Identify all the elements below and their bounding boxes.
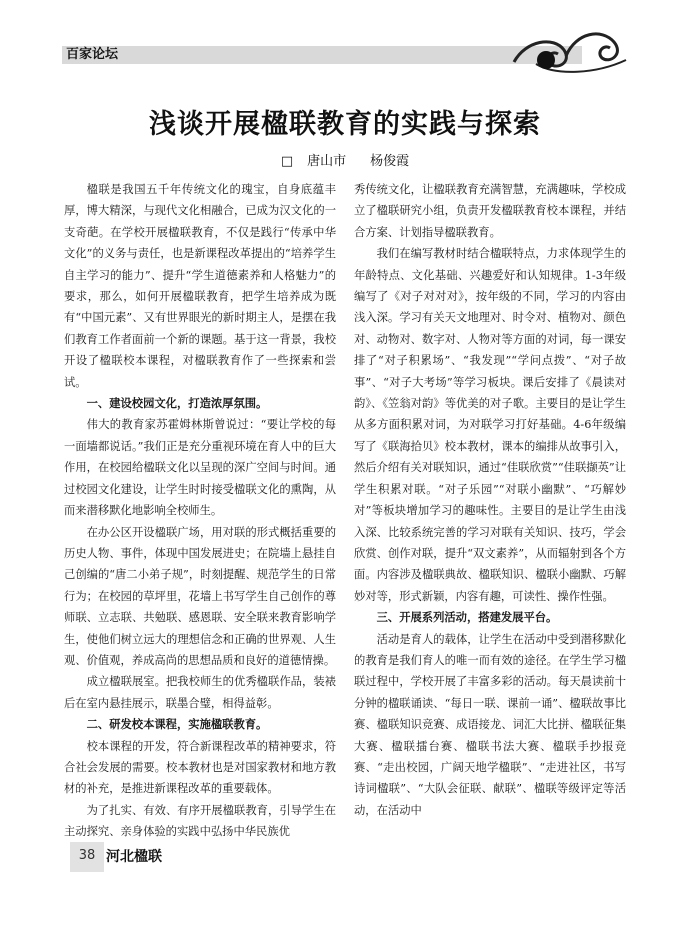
paragraph: 楹联是我国五千年传统文化的瑰宝，自身底蕴丰厚，博大精深，与现代文化相融合，已成为汉文化的一支奇葩。在学校开展楹联教育，不仅是践行“传承中华文化”的义务与责任，也是新课程改革提出的“培养学生自主学习的能力”、提升“学生道德素养和人格魅力”的要求，那么，如何开展楹联教育，把学生培养成为既有“中国元素”、又有世界眼光的新时期主人，是摆在我们教育工作者面前一个新的课题。基于这一背景，我校开设了楹联校本课程，对楹联教育作了一些探索和尝试。 [64, 183, 336, 389]
journal-name: 河北楹联 [106, 849, 162, 865]
paragraph: 成立楹联展室。把我校师生的优秀楹联作品，装裱后在室内悬挂展示，联墨合璧，相得益彰。 [64, 675, 336, 710]
section-heading: 三、开展系列活动，搭建发展平台。 [376, 611, 558, 625]
paragraph: 为了扎实、有效、有序开展楹联教育，引导学生在主动探究、亲身体验的实践中弘扬中华民族优 [64, 803, 336, 839]
section-tag: 百家论坛 [66, 47, 119, 62]
author-marker: □ [280, 154, 294, 169]
section-heading: 二、研发校本课程，实施楹联教育。 [86, 718, 268, 732]
left-column [64, 179, 336, 843]
right-column [354, 179, 626, 821]
paragraph: 我们在编写教材时结合楹联特点，力求体现学生的年龄特点、文化基础、兴趣爱好和认知规律。1-3年级编写了《对子对对对》，按年级的不同，学习的内容由浅入深。学习有关天文地理对、时令对、植物对、颜色对、动物对、数字对、人物对等方面的对词，每一课安排了“对子积累场”、“我发现”“学问点拨”、“对子故事”、“对子大考场”等学习板块。课后安排了《晨读对韵》、《笠翁对韵》等优美的对子歌。主要目的是让学生从多方面积累对词，为对联学习打好基础。4-6年级编写了《联海拾贝》校本教材，课本的编排从故事引入，然后介绍有关对联知识，通过“佳联欣赏”“佳联撷英”让学生积累对联。“对子乐园”“对联小幽默”、“巧解妙对”等板块增加学习的趣味性。主要目的是让学生由浅入深、比较系统完善的学习对联有关知识、技巧，学会欣赏、创作对联，提升“双文素养”，从而辐射到各个方面。内容涉及楹联典故、楹联知识、楹联小幽默、巧解妙对等，形式新颖，内容有趣，可读性、操作性强。 [354, 247, 626, 603]
paragraph: 校本课程的开发，符合新课程改革的精神要求，符合社会发展的需要。校本教材也是对国家教材和地方教材的补充，是推进新课程改革的重要载体。 [64, 739, 336, 796]
author-name: 杨俊霞 [370, 154, 410, 169]
paragraph: 伟大的教育家苏霍姆林斯曾说过：“要让学校的每一面墙都说话。”我们正是充分重视环境在育人中的巨大作用，在校园给楹联文化以呈现的深广空间与时间。通过校园文化建设，让学生时时接受楹联文化的熏陶，从而来潜移默化地影响全校师生。 [64, 418, 336, 518]
section-heading: 一、建设校园文化，打造浓厚氛围。 [86, 397, 268, 411]
paragraph: 在办公区开设楹联广场，用对联的形式概括重要的历史人物、事件，体现中国发展进史；在院墙上悬挂自己创编的“唐二小弟子规”，时刻提醒、规范学生的日常行为；在校园的草坪里，花墙上书写学生自己创作的尊师联、立志联、共勉联、感恩联、安全联来教育影响学生，使他们树立远大的理想信念和正确的世界观、人生观、价值观，养成高尚的思想品质和良好的道德情操。 [64, 525, 336, 667]
decorative-swirl-icon [506, 20, 636, 76]
paragraph: 活动是育人的载体，让学生在活动中受到潜移默化的教育是我们育人的唯一而有效的途径。在学生学习楹联过程中，学校开展了丰富多彩的活动。每天晨读前十分钟的楹联诵读、“每日一联、课前一诵”、楹联故事比赛、楹联知识竞赛、成语接龙、词汇大比拼、楹联征集大赛、楹联擂台赛、楹联书法大赛、楹联手抄报竞赛、“走出校园，广阔天地学楹联”、“走进社区，书写诗词楹联”、“大队会征联、献联”、楹联等级评定等活动，在活动中 [354, 632, 626, 817]
page-number: 38 [78, 848, 96, 863]
paragraph: 秀传统文化，让楹联教育充满智慧，充满趣味，学校成立了楹联研究小组，负责开发楹联教育校本课程，并结合方案、计划指导楹联教育。 [354, 183, 626, 239]
author-location: 唐山市 [307, 154, 347, 169]
article-title: 浅谈开展楹联教育的实践与探索 [149, 109, 541, 140]
author-line [0, 150, 690, 169]
